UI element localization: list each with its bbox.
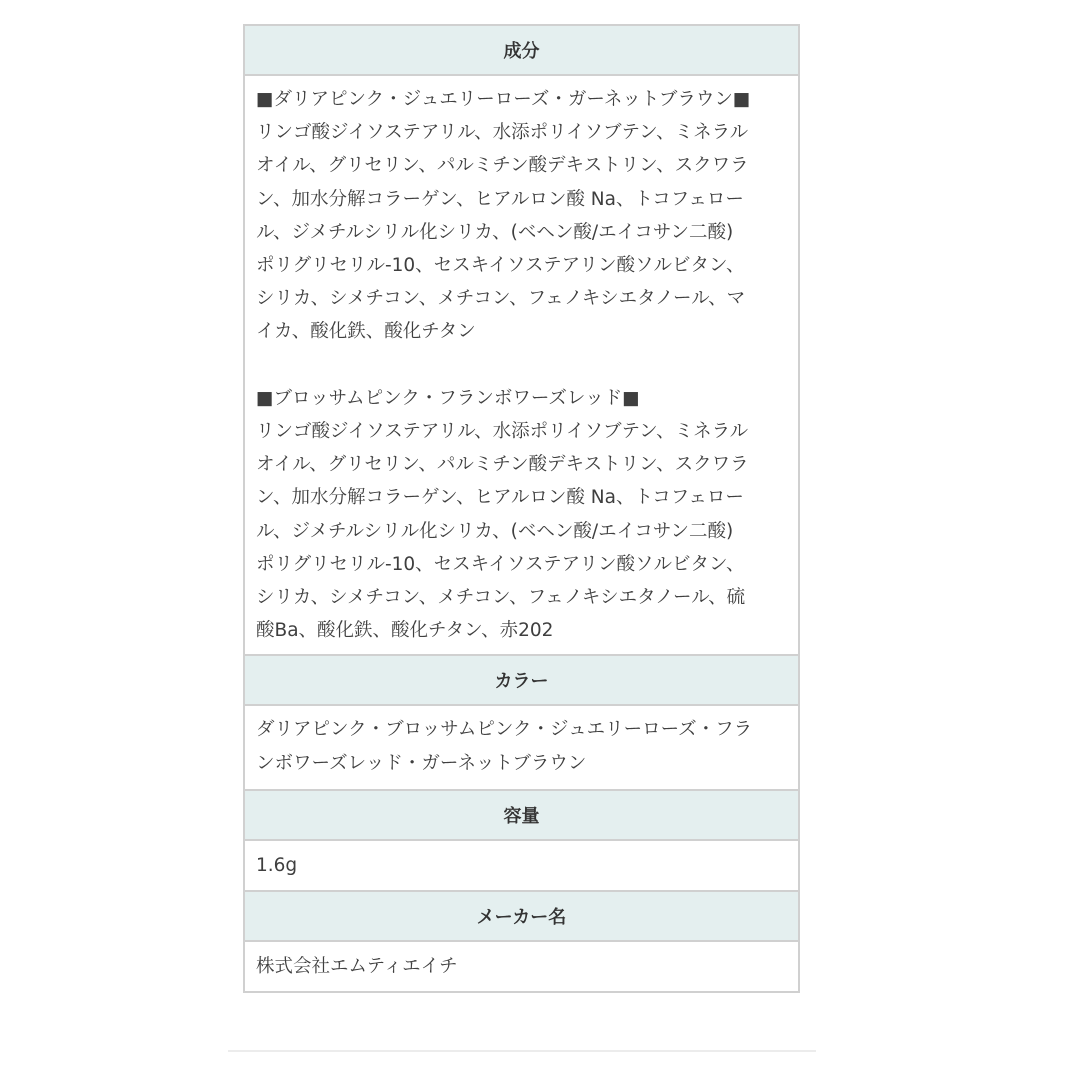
ingredients-group2-line: ■ブロッサムピンク・フランボワーズレッド■ xyxy=(256,387,640,409)
volume-header-row xyxy=(244,790,799,840)
product-spec-table xyxy=(243,24,800,993)
maker-row xyxy=(244,941,799,992)
ingredients-group2-line: シリカ、シメチコン、メチコン、フェノキシエタノール、硫 xyxy=(256,587,746,609)
ingredients-group2-line: ン、加水分解コラーゲン、ヒアルロン酸 Na、トコフェロー xyxy=(256,487,744,509)
maker-value: 株式会社エムティエイチ xyxy=(244,941,799,992)
ingredients-group1-line: ン、加水分解コラーゲン、ヒアルロン酸 Na、トコフェロー xyxy=(256,188,744,210)
ingredients-group1-line: ■ダリアピンク・ジュエリーローズ・ガーネットブラウン■ xyxy=(256,89,751,110)
maker-header: メーカー名 xyxy=(244,891,799,941)
volume-row xyxy=(244,840,799,891)
ingredients-group2-line: ル、ジメチルシリル化シリカ、(ベヘン酸/エイコサン二酸) xyxy=(256,520,734,542)
ingredients-group2-line: 酸Ba、酸化鉄、酸化チタン、赤202 xyxy=(256,620,554,642)
ingredients-header-row xyxy=(244,25,799,75)
ingredients-cell xyxy=(244,75,799,655)
maker-header-row xyxy=(244,891,799,941)
ingredients-group1-line: オイル、グリセリン、パルミチン酸デキストリン、スクワラ xyxy=(256,155,749,177)
ingredients-group1-line: リンゴ酸ジイソステアリル、水添ポリイソブテン、ミネラル xyxy=(256,122,749,144)
ingredients-group2-line: オイル、グリセリン、パルミチン酸デキストリン、スクワラ xyxy=(256,454,749,476)
volume-value: 1.6g xyxy=(244,840,799,891)
ingredients-group2-line: リンゴ酸ジイソステアリル、水添ポリイソブテン、ミネラル xyxy=(256,421,749,443)
color-row xyxy=(244,705,799,790)
paragraph-spacer xyxy=(256,349,788,382)
ingredients-row xyxy=(244,75,799,655)
color-cell xyxy=(244,705,799,790)
ingredients-group2-line: ポリグリセリル-10、セスキイソステアリン酸ソルビタン、 xyxy=(256,553,745,575)
ingredients-group1-line: ポリグリセリル-10、セスキイソステアリン酸ソルビタン、 xyxy=(256,255,745,277)
ingredients-group1-line: シリカ、シメチコン、メチコン、フェノキシエタノール、マ xyxy=(256,288,746,310)
section-divider xyxy=(228,1050,816,1052)
volume-header: 容量 xyxy=(244,790,799,840)
color-header-row xyxy=(244,655,799,705)
ingredients-header: 成分 xyxy=(244,25,799,75)
ingredients-group1-line: イカ、酸化鉄、酸化チタン xyxy=(256,321,476,343)
color-line: ダリアピンク・ブロッサムピンク・ジュエリーローズ・フラ xyxy=(256,719,753,741)
color-header: カラー xyxy=(244,655,799,705)
color-line: ンボワーズレッド・ガーネットブラウン xyxy=(256,752,587,774)
ingredients-group1-line: ル、ジメチルシリル化シリカ、(ベヘン酸/エイコサン二酸) xyxy=(256,221,734,243)
